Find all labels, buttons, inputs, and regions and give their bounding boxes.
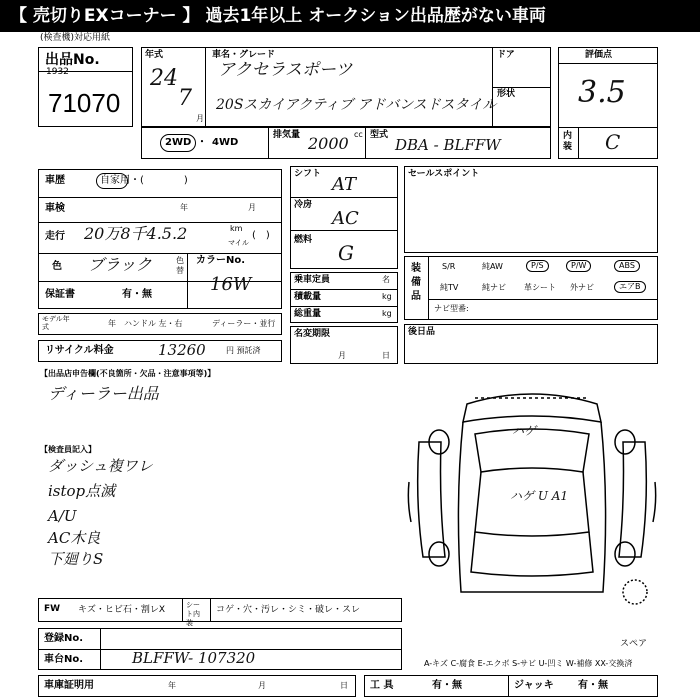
equip-abs: ABS: [614, 260, 640, 272]
recycle-suffix: 円 預託済: [226, 346, 261, 355]
equip-leather: 革シート: [524, 283, 556, 292]
inspector-line-2: istop点滅: [48, 482, 116, 500]
seat-value: コゲ・穴・汚レ・シミ・破レ・スレ: [216, 605, 361, 615]
jack-value: 有・無: [578, 680, 608, 691]
equip-ext-nav: 外ナビ: [570, 283, 594, 292]
color-suffix: 色替: [176, 256, 184, 275]
model-year-y: 年: [108, 319, 116, 328]
name-change-label: 名変期限: [294, 329, 331, 339]
divider: [290, 289, 398, 290]
shape-label: 形状: [497, 89, 516, 99]
shift-value: AT: [332, 174, 357, 195]
recycle-value: 13260: [158, 341, 206, 359]
inspector-label: 【検査員記入】: [40, 445, 96, 454]
recycle-label: リサイクル料金: [45, 345, 114, 356]
warranty-value: 有・無: [122, 289, 152, 300]
equip-nav: 純ナビ: [482, 283, 506, 292]
model-grade: 20Sスカイアクティブ アドバンスドスタイル: [216, 97, 497, 113]
interior-value: C: [605, 130, 621, 154]
subheader: (検查機)対応用紙: [40, 33, 111, 43]
door-label: ドア: [497, 50, 515, 60]
year-value: 24: [150, 66, 178, 91]
equip-aw: 純AW: [482, 262, 503, 271]
divider: [508, 675, 509, 697]
lot-number: 71070: [48, 88, 121, 118]
capacity-unit: 名: [382, 275, 390, 284]
divider: [492, 87, 551, 88]
drive-4wd: 4WD: [212, 137, 239, 148]
divider: [290, 306, 398, 307]
inspection-label: 車検: [45, 203, 65, 214]
divider: [428, 299, 658, 300]
drive-2wd: 2WD: [165, 137, 192, 148]
divider: [290, 197, 398, 198]
divider: [578, 127, 579, 159]
divider: [558, 63, 658, 64]
auction-header-banner: 【 売切りEXコーナー 】 過去1年以上 オークション出品歴がない車両: [0, 0, 700, 32]
certificate-year: 年: [168, 681, 176, 690]
score-value: 3.5: [578, 75, 626, 110]
divider: [182, 598, 183, 622]
history-value: 自家用・( ): [100, 175, 188, 186]
equip-nav-model: ナビ型番:: [434, 304, 469, 313]
month-value: 7: [178, 86, 192, 111]
chassis-value: BLFFW- 107320: [132, 649, 256, 667]
ac-value: AC: [332, 208, 359, 229]
mileage-paren: ( ): [252, 230, 270, 241]
tools-box: [364, 675, 658, 697]
displacement-value: 2000: [308, 134, 349, 153]
equip-ps: P/S: [526, 260, 549, 272]
divider: [210, 598, 211, 622]
inspector-line-4: AC木良: [48, 529, 101, 547]
diagram-scratch-note: ハゲ U A1: [510, 489, 569, 503]
certificate-day: 日: [340, 681, 348, 690]
inspection-month: 月: [248, 203, 256, 212]
seat-label: シート内装: [186, 601, 200, 627]
gross-label: 総重量: [294, 309, 322, 319]
equipment-label: 装備品: [411, 263, 421, 302]
jack-label: ジャッキ: [514, 680, 554, 691]
sales-point-label: セールスポイント: [408, 169, 480, 179]
handle: ハンドル 左・右: [124, 319, 183, 328]
history-label: 車歴: [45, 175, 65, 186]
divider: [38, 222, 282, 223]
name-change-day: 日: [382, 351, 390, 360]
mileage-value: 20万8千4.5.2: [84, 224, 188, 243]
fuel-value: G: [338, 241, 354, 265]
fw-value: キズ・ヒビ石・割レX: [78, 605, 165, 615]
ac-label: 冷房: [294, 200, 313, 210]
divider: [268, 127, 269, 159]
divider: [290, 230, 398, 231]
shift-label: シフト: [294, 169, 322, 179]
displacement-label: 排気量: [273, 130, 301, 140]
equip-tv: 純TV: [440, 283, 459, 292]
after-label: 後日品: [408, 327, 436, 337]
color-label: 色: [52, 261, 62, 272]
lot-label: 出品No.: [45, 52, 100, 68]
model-year-label: モデル年式: [42, 315, 70, 331]
score-label: 評価点: [585, 50, 613, 60]
drive-sep: ・: [197, 137, 207, 148]
certificate-label: 車庫証明用: [44, 680, 94, 691]
year-label: 年式: [145, 50, 164, 60]
name-change-month: 月: [338, 351, 346, 360]
chassis-label: 車台No.: [44, 654, 84, 665]
mileage-label: 走行: [45, 231, 65, 242]
load-unit: kg: [382, 292, 392, 301]
model-label: 車名・グレード: [212, 50, 276, 60]
seller-notes-value: ディーラー出品: [48, 384, 159, 403]
color-value: ブラック: [88, 255, 152, 274]
model-name: アクセラスポーツ: [218, 60, 353, 80]
tools-value: 有・無: [432, 680, 462, 691]
divider: [38, 197, 282, 198]
lot-small: 1932: [46, 67, 69, 77]
equip-sr: S/R: [442, 262, 456, 271]
equip-airbag: エアB: [614, 281, 646, 293]
tools-label: 工 具: [370, 680, 394, 691]
sales-point-box: [404, 166, 658, 253]
certificate-month: 月: [258, 681, 266, 690]
load-label: 積載量: [294, 292, 322, 302]
gross-unit: kg: [382, 309, 392, 318]
fw-label: FW: [44, 604, 61, 614]
month-unit: 月: [196, 114, 204, 123]
mileage-unit-km: km: [230, 224, 243, 233]
inspector-line-1: ダッシュ複ワレ: [48, 457, 153, 475]
divider: [187, 253, 188, 309]
divider: [38, 253, 282, 254]
displacement-unit: cc: [354, 130, 363, 139]
divider: [205, 47, 206, 127]
damage-legend: A-キズ C-腐食 E-エクボ S-サビ U-凹ミ W-補修 XX-交換済: [424, 659, 633, 668]
registration-label: 登録No.: [44, 633, 84, 644]
color-no-label: カラーNo.: [196, 255, 246, 266]
color-no-value: 16W: [210, 274, 252, 295]
divider: [100, 628, 101, 670]
dealer: ディーラー・並行: [212, 319, 276, 328]
spare-label: スペア: [620, 639, 648, 649]
divider: [365, 127, 366, 159]
after-box: [404, 324, 658, 364]
divider: [558, 127, 658, 128]
inspector-line-3: A/U: [48, 507, 77, 525]
inspection-year: 年: [180, 203, 188, 212]
divider: [428, 256, 429, 320]
seller-notes-label: 【出品店申告欄(不良箇所・欠品・注意事項等)】: [40, 369, 216, 378]
capacity-label: 乗車定員: [294, 275, 331, 285]
type-label: 型式: [370, 130, 389, 140]
type-value: DBA - BLFFW: [395, 136, 501, 154]
warranty-label: 保証書: [45, 289, 75, 300]
interior-label: 内装: [563, 131, 573, 152]
fuel-label: 燃料: [294, 235, 313, 245]
inspector-line-5: 下廻りS: [48, 550, 104, 568]
mileage-unit-mile: マイル: [228, 239, 249, 247]
equip-pw: P/W: [566, 260, 591, 272]
diagram-rust-note: ハゲ: [512, 424, 537, 438]
